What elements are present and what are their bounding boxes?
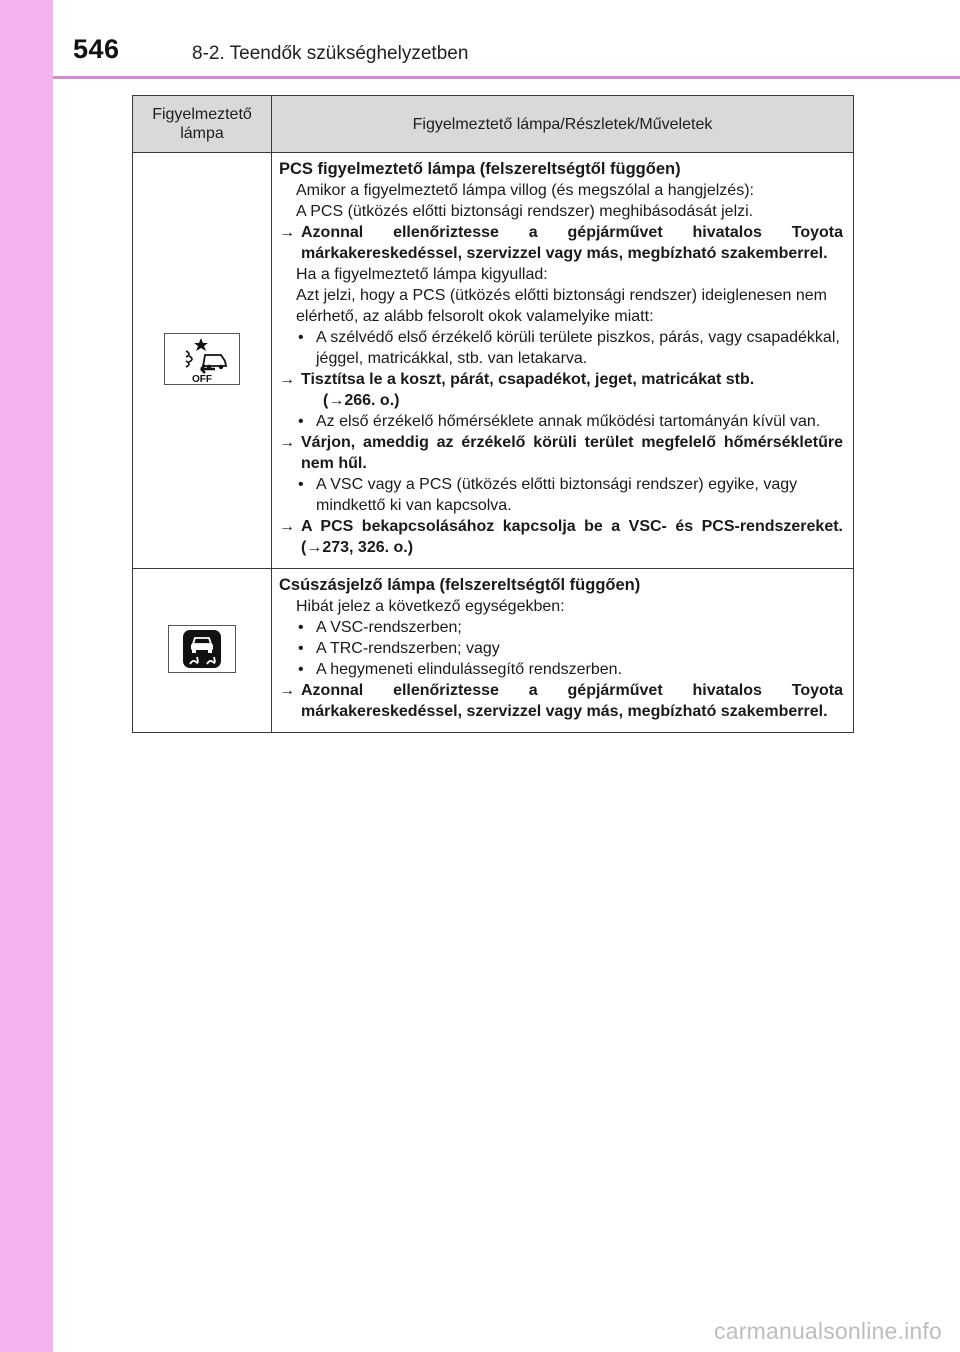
col-header-lamp: Figyelmeztető lámpa xyxy=(133,96,272,153)
bullet-icon: • xyxy=(298,329,304,346)
lamp-cell xyxy=(133,569,272,733)
details-cell xyxy=(272,569,854,733)
bullet-item: • A szélvédő első érzékelő körüli területe piszkos, párás, vagy csapadékkal, jéggel, matricákkal, stb. van letakarva. xyxy=(298,329,840,367)
col-header-details: Figyelmeztető lámpa/Részletek/Műveletek xyxy=(272,96,854,153)
pcs-warning-lamp-icon xyxy=(164,333,240,385)
action-item: → Várjon, ameddig az érzékelő körüli terület megfelelő hőmérsékletűre nem hűl. xyxy=(279,434,843,472)
lamp-title: PCS figyelmeztető lámpa (felszereltségtől függően) xyxy=(279,160,681,178)
paragraph: Azt jelzi, hogy a PCS (ütközés előtti biztonsági rendszer) ideiglenesen nem elérhető, az alább felsorolt okok valamelyike miatt: xyxy=(296,287,827,325)
action-item: → Azonnal ellenőriztesse a gépjárművet hivatalos Toyota márkakereskedéssel, szervizzel vagy más, megbízható szakemberrel. xyxy=(279,682,843,720)
bullet-item: • A VSC-rendszerben; xyxy=(298,619,462,636)
chapter-title: 8-2. Teendők szükséghelyzetben xyxy=(192,43,469,64)
arrow-icon: → xyxy=(279,434,295,451)
slip-indicator-lamp-icon xyxy=(168,625,236,673)
page-reference: 266. o.) xyxy=(344,392,400,409)
paragraph: Amikor a figyelmeztető lámpa villog (és megszólal a hangjelzés): xyxy=(296,182,754,199)
arrow-icon: → xyxy=(279,682,295,699)
svg-text:OFF: OFF xyxy=(192,373,212,384)
table-header-row xyxy=(133,96,854,153)
paragraph: Hibát jelez a következő egységekben: xyxy=(296,598,565,615)
bullet-item: • A VSC vagy a PCS (ütközés előtti biztonsági rendszer) egyike, vagy mindkettő ki van kapcsolva. xyxy=(298,476,798,514)
arrow-icon: → xyxy=(279,518,295,535)
table-row xyxy=(133,153,854,569)
action-item: → A PCS bekapcsolásához kapcsolja be a VSC- és PCS-rendszereket. (→273, 326. o.) xyxy=(279,518,843,556)
bullet-icon: • xyxy=(298,661,304,678)
action-item: → Azonnal ellenőriztesse a gépjárművet hivatalos Toyota márkakereskedéssel, szervizzel vagy más, megbízható szakemberrel. xyxy=(279,224,843,262)
lamp-cell xyxy=(133,153,272,569)
header-rule xyxy=(53,76,960,79)
arrow-icon: → xyxy=(279,224,295,241)
action-item: → Tisztítsa le a koszt, párát, csapadékot, jeget, matricákat stb. (→266. o.) xyxy=(279,371,755,409)
bullet-icon: • xyxy=(298,640,304,657)
details-cell xyxy=(272,153,854,569)
arrow-icon: → xyxy=(279,371,295,388)
bullet-item: • A hegymeneti elindulássegítő rendszerben. xyxy=(298,661,622,678)
arrow-icon: → xyxy=(328,392,345,409)
bullet-icon: • xyxy=(298,476,304,493)
page-reference: 273, 326. o.) xyxy=(322,539,414,556)
bullet-icon: • xyxy=(298,619,304,636)
bullet-item: • Az első érzékelő hőmérséklete annak működési tartományán kívül van. xyxy=(298,413,821,430)
arrow-icon: → xyxy=(306,539,323,556)
paragraph: Ha a figyelmeztető lámpa kigyullad: xyxy=(296,266,548,283)
bullet-icon: • xyxy=(298,413,304,430)
paragraph: A PCS (ütközés előtti biztonsági rendszer) meghibásodását jelzi. xyxy=(296,203,754,220)
warning-lamp-table xyxy=(132,95,854,733)
watermark: carmanualsonline.info xyxy=(714,1318,942,1344)
lamp-title: Csúszásjelző lámpa (felszereltségtől függően) xyxy=(279,576,641,594)
left-color-strip xyxy=(0,0,53,1352)
page-number: 546 xyxy=(73,34,120,64)
bullet-item: • A TRC-rendszerben; vagy xyxy=(298,640,500,657)
table-row xyxy=(133,569,854,733)
